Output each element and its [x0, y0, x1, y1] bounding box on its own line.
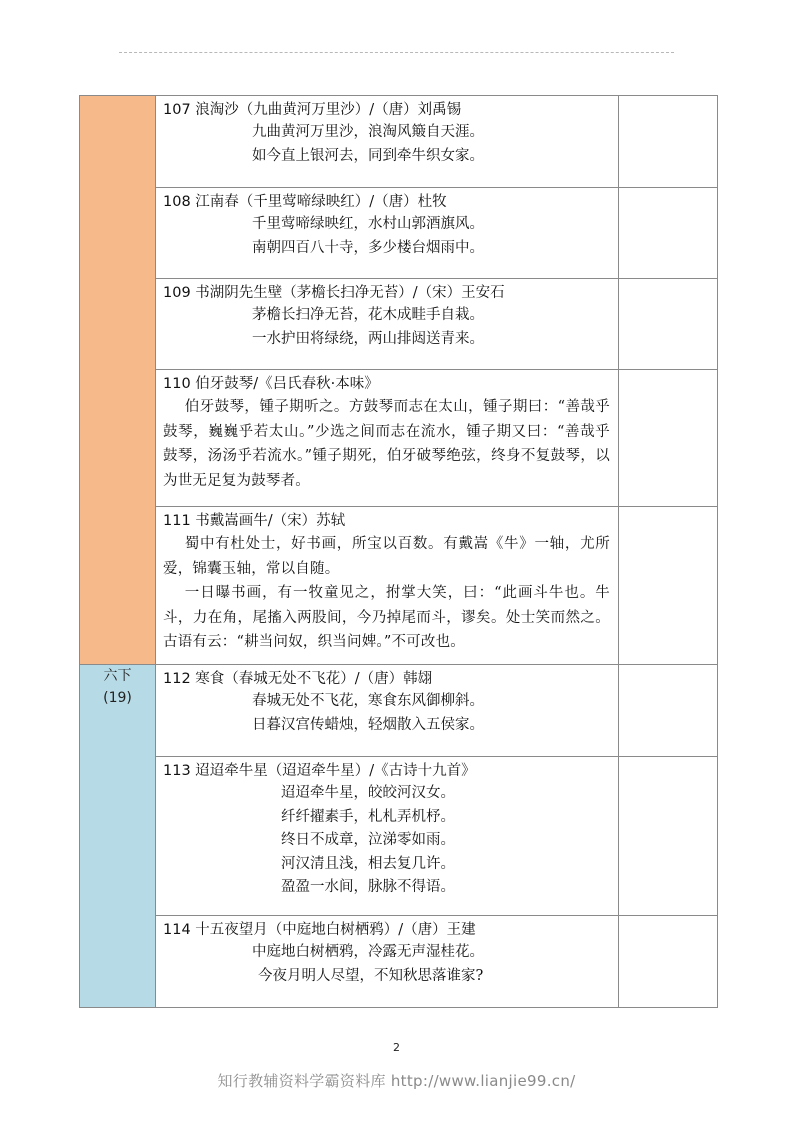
poem-line: 中庭地白树栖鸦，冷露无声湿桂花。: [252, 944, 484, 960]
table-row: [80, 370, 718, 507]
notes-cell: [619, 96, 718, 188]
poem-line: 终日不成章，泣涕零如雨。: [281, 832, 455, 848]
poem-cell: [156, 370, 619, 507]
poem-line: 今夜月明人尽望，不知秋思落谁家?: [258, 967, 484, 984]
poem-cell: [156, 507, 619, 665]
poem-line: 千里莺啼绿映红，水村山郭酒旗风。: [252, 216, 484, 232]
prose-paragraph: 蜀中有杜处士，好书画，所宝以百数。有戴嵩《牛》一轴，尤所爱，锦囊玉轴，常以自随。: [163, 536, 610, 577]
poem-title: 112 寒食（春城无处不飞花）/（唐）韩翃: [163, 671, 433, 687]
poem-line: 春城无处不飞花，寒食东风御柳斜。: [252, 693, 484, 709]
poem-line: 九曲黄河万里沙，浪淘风簸自天涯。: [252, 124, 484, 140]
prose-paragraph: 伯牙鼓琴，锺子期听之。方鼓琴而志在太山，锺子期曰：“善哉乎鼓琴，巍巍乎若太山。”少选之间而志在流水，锺子期又曰：“善哉乎鼓琴，汤汤乎若流水。”锺子期死，伯牙破琴绝弦，终身不复鼓琴，以为世无足复为鼓琴者。: [163, 399, 610, 489]
poem-title: 107 浪淘沙（九曲黄河万里沙）/（唐）刘禹锡: [163, 102, 462, 118]
grade-label: 六下: [103, 668, 132, 684]
grade-cell: [80, 665, 156, 1008]
table-row: [80, 757, 718, 916]
grade-count: (19): [103, 690, 132, 706]
poem-line: 纤纤擢素手，札札弄机杼。: [281, 808, 455, 825]
poem-line: 盈盈一水间，脉脉不得语。: [281, 879, 455, 895]
table-row: [80, 188, 718, 279]
poem-line: 一水护田将绿绕，两山排闼送青来。: [252, 330, 484, 347]
poem-line: 迢迢牵牛星，皎皎河汉女。: [281, 785, 455, 801]
poem-cell: [156, 96, 619, 188]
poem-table: [79, 95, 718, 1008]
poem-line: 茅檐长扫净无苔，花木成畦手自栽。: [252, 307, 484, 323]
poem-title: 114 十五夜望月（中庭地白树栖鸦）/（唐）王建: [163, 922, 476, 938]
notes-cell: [619, 665, 718, 757]
page-number: 2: [393, 1041, 400, 1054]
notes-cell: [619, 757, 718, 916]
table-row: [80, 665, 718, 757]
notes-cell: [619, 188, 718, 279]
poem-cell: [156, 188, 619, 279]
notes-cell: [619, 279, 718, 370]
prose-paragraph: 一日曝书画，有一牧童见之，拊掌大笑，曰：“此画斗牛也。牛斗，力在角，尾搐入两股间，今乃掉尾而斗，谬矣。处士笑而然之。古语有云：“耕当问奴，织当问婢。”不可改也。: [163, 585, 610, 650]
poem-line: 河汉清且浅，相去复几许。: [281, 855, 455, 872]
poem-cell: [156, 916, 619, 1008]
poem-cell: [156, 279, 619, 370]
poem-title: 113 迢迢牵牛星（迢迢牵牛星）/《古诗十九首》: [163, 763, 476, 779]
poem-title: 111 书戴嵩画牛/（宋）苏轼: [163, 513, 346, 529]
poem-line: 日暮汉宫传蜡烛，轻烟散入五侯家。: [252, 716, 484, 733]
notes-cell: [619, 916, 718, 1008]
poem-title: 110 伯牙鼓琴/《吕氏春秋·本味》: [163, 376, 379, 392]
table-row: [80, 916, 718, 1008]
poem-title: 109 书湖阴先生壁（茅檐长扫净无苔）/（宋）王安石: [163, 285, 505, 301]
header-divider: [119, 52, 674, 53]
poem-cell: [156, 665, 619, 757]
footer-watermark: 知行教辅资料学霸资料库 http://www.lianjie99.cn/: [217, 1072, 576, 1090]
table-row: [80, 96, 718, 188]
poem-line: 如今直上银河去，同到牵牛织女家。: [252, 147, 484, 164]
table-row: [80, 279, 718, 370]
poem-title: 108 江南春（千里莺啼绿映红）/（唐）杜牧: [163, 194, 447, 210]
notes-cell: [619, 370, 718, 507]
grade-cell: [80, 96, 156, 665]
poem-cell: [156, 757, 619, 916]
poem-line: 南朝四百八十寺，多少楼台烟雨中。: [252, 239, 484, 256]
table-row: [80, 507, 718, 665]
notes-cell: [619, 507, 718, 665]
